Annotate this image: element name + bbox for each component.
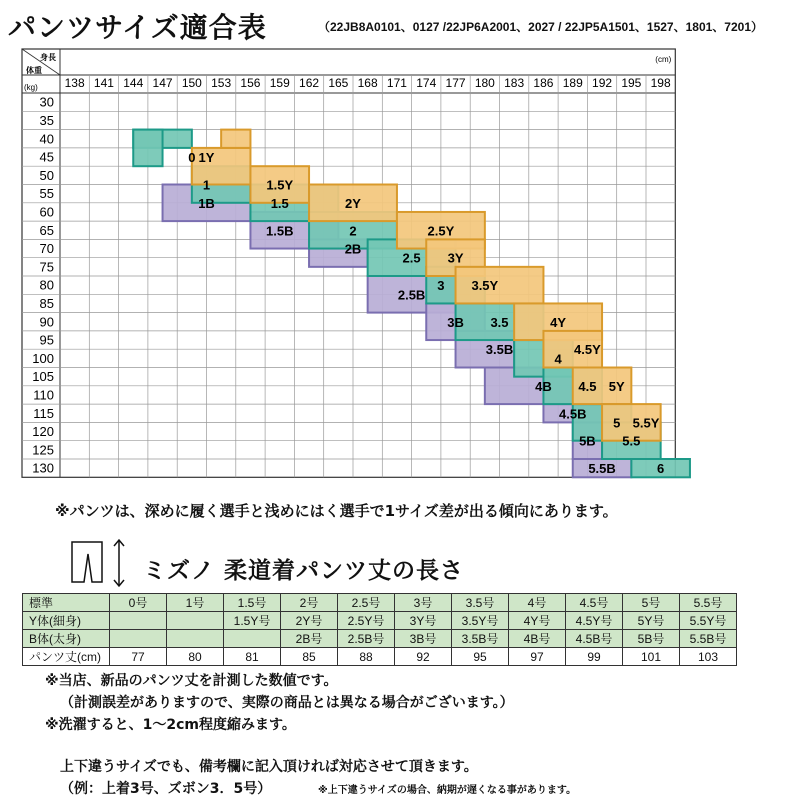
size-label-2.5Y: 2.5Y bbox=[427, 223, 455, 239]
size-label-5: 5 bbox=[613, 415, 621, 431]
height-tick-label: 138 bbox=[64, 76, 85, 90]
length-section-title: ミズノ 柔道着パンツ丈の長さ bbox=[143, 558, 465, 584]
size-label-2.5: 2.5 bbox=[402, 250, 421, 266]
height-tick-label: 192 bbox=[592, 76, 613, 90]
length-cell: 101 bbox=[623, 648, 680, 666]
size-label-2.5B: 2.5B bbox=[397, 287, 426, 303]
measure-error-note: （計測誤差がありますので、実際の商品とは異なる場合がございます。） bbox=[60, 695, 514, 711]
length-cell: 1.5号 bbox=[224, 594, 281, 612]
length-cell bbox=[167, 612, 224, 630]
weight-tick-label: 30 bbox=[39, 94, 54, 110]
height-tick-label: 195 bbox=[621, 76, 642, 90]
length-cell: 88 bbox=[338, 648, 395, 666]
length-cell: 2.5B号 bbox=[338, 630, 395, 648]
weight-tick-label: 95 bbox=[39, 332, 54, 348]
size-label-4.5Y: 4.5Y bbox=[574, 342, 601, 358]
length-table-row bbox=[23, 648, 737, 666]
size-label-1.5: 1.5 bbox=[270, 195, 289, 211]
size-label-1: 1 bbox=[202, 177, 211, 193]
height-tick-label: 177 bbox=[445, 76, 466, 90]
weight-tick-label: 100 bbox=[32, 350, 54, 366]
weight-tick-label: 45 bbox=[39, 149, 54, 165]
size-label-5B: 5B bbox=[579, 433, 596, 449]
weight-tick-label: 130 bbox=[32, 460, 54, 476]
length-row-label: B体(太身) bbox=[23, 630, 110, 648]
mixed-size-note: 上下違うサイズでも、備考欄に記入頂ければ対応させて頂きます。 bbox=[60, 759, 478, 775]
length-cell: 99 bbox=[566, 648, 623, 666]
length-cell: 5号 bbox=[623, 594, 680, 612]
weight-tick-label: 85 bbox=[39, 295, 54, 311]
size-label-1.5B: 1.5B bbox=[266, 223, 294, 239]
length-cell: 77 bbox=[110, 648, 167, 666]
length-cell bbox=[224, 630, 281, 648]
weight-tick-label: 120 bbox=[32, 424, 54, 440]
weight-tick-label: 65 bbox=[39, 222, 54, 238]
pants-length-table bbox=[22, 593, 737, 666]
length-cell: 103 bbox=[680, 648, 737, 666]
length-arrow-icon bbox=[112, 538, 126, 588]
length-row-label: パンツ丈(cm) bbox=[23, 648, 110, 666]
length-cell: 95 bbox=[452, 648, 509, 666]
height-unit-label: (cm) bbox=[655, 55, 672, 64]
size-label-4B: 4B bbox=[535, 378, 552, 394]
size-label-5.5B: 5.5B bbox=[588, 461, 616, 477]
height-tick-label: 180 bbox=[474, 76, 495, 90]
length-cell: 3.5B号 bbox=[452, 630, 509, 648]
weight-unit-label: (kg) bbox=[24, 83, 38, 92]
height-tick-label: 153 bbox=[211, 76, 232, 90]
length-cell: 2.5Y号 bbox=[338, 612, 395, 630]
height-tick-label: 168 bbox=[357, 76, 378, 90]
height-tick-label: 189 bbox=[562, 76, 583, 90]
size-region-3.5Y bbox=[456, 267, 544, 304]
length-cell: 3.5Y号 bbox=[452, 612, 509, 630]
weight-tick-label: 50 bbox=[39, 167, 54, 183]
size-label-6: 6 bbox=[657, 461, 665, 477]
length-cell: 2Y号 bbox=[281, 612, 338, 630]
length-cell: 4号 bbox=[509, 594, 566, 612]
height-tick-label: 147 bbox=[152, 76, 173, 90]
weight-tick-label: 75 bbox=[39, 259, 54, 275]
size-label-5Y: 5Y bbox=[608, 378, 625, 394]
size-label-2B: 2B bbox=[344, 241, 362, 257]
weight-tick-label: 125 bbox=[32, 442, 54, 458]
height-tick-label: 171 bbox=[386, 76, 407, 90]
weight-tick-label: 60 bbox=[39, 204, 54, 220]
length-cell: 85 bbox=[281, 648, 338, 666]
weight-tick-label: 110 bbox=[33, 387, 54, 403]
height-tick-label: 144 bbox=[123, 76, 144, 90]
weight-tick-label: 40 bbox=[39, 131, 54, 147]
length-cell: 4.5B号 bbox=[566, 630, 623, 648]
size-label-4.5: 4.5 bbox=[578, 378, 597, 394]
height-tick-label: 162 bbox=[299, 76, 320, 90]
size-label-3.5Y: 3.5Y bbox=[471, 278, 499, 294]
size-label-4.5B: 4.5B bbox=[559, 406, 587, 422]
length-table-row bbox=[23, 612, 737, 630]
height-tick-label: 141 bbox=[93, 76, 114, 90]
weight-tick-label: 55 bbox=[39, 186, 54, 202]
size-label-5.5: 5.5 bbox=[622, 433, 641, 449]
corner-height-label: 身長 bbox=[40, 53, 56, 62]
length-cell: 2.5号 bbox=[338, 594, 395, 612]
length-table-row bbox=[23, 630, 737, 648]
example-note: （例：上着3号、ズボン3．5号） bbox=[60, 781, 272, 797]
length-row-label: 標準 bbox=[23, 594, 110, 612]
size-label-1Y: 1Y bbox=[198, 150, 215, 166]
weight-tick-label: 105 bbox=[32, 369, 54, 385]
weight-tick-label: 80 bbox=[39, 277, 54, 293]
length-cell: 3B号 bbox=[395, 630, 452, 648]
length-cell: 4B号 bbox=[509, 630, 566, 648]
height-tick-label: 183 bbox=[504, 76, 525, 90]
length-cell: 81 bbox=[224, 648, 281, 666]
corner-weight-label: 体重 bbox=[26, 66, 42, 75]
length-cell bbox=[110, 612, 167, 630]
length-cell: 92 bbox=[395, 648, 452, 666]
height-tick-label: 165 bbox=[328, 76, 349, 90]
length-cell: 4Y号 bbox=[509, 612, 566, 630]
size-label-2: 2 bbox=[349, 223, 357, 239]
size-label-3.5: 3.5 bbox=[490, 314, 509, 330]
size-label-3Y: 3Y bbox=[447, 250, 464, 266]
length-table-row bbox=[23, 594, 737, 612]
weight-tick-label: 115 bbox=[33, 405, 54, 421]
tendency-note: ※パンツは、深めに履く選手と浅めにはく選手で1サイズ差が出る傾向にあります。 bbox=[55, 502, 618, 520]
model-numbers: （22JB8A0101、0127 /22JP6A2001、2027 / 22JP5A1501、1527、1801、7201） bbox=[318, 20, 763, 34]
size-label-2Y: 2Y bbox=[345, 195, 361, 211]
weight-tick-label: 35 bbox=[39, 112, 54, 128]
length-cell: 3号 bbox=[395, 594, 452, 612]
length-cell: 2B号 bbox=[281, 630, 338, 648]
length-cell: 1.5Y号 bbox=[224, 612, 281, 630]
size-label-3.5B: 3.5B bbox=[485, 342, 514, 358]
length-cell: 3Y号 bbox=[395, 612, 452, 630]
size-region-1Y bbox=[221, 130, 250, 148]
height-tick-label: 186 bbox=[533, 76, 554, 90]
length-cell bbox=[167, 630, 224, 648]
length-cell: 5.5号 bbox=[680, 594, 737, 612]
size-label-5.5Y: 5.5Y bbox=[632, 415, 660, 431]
length-cell: 97 bbox=[509, 648, 566, 666]
length-cell: 0号 bbox=[110, 594, 167, 612]
shrink-note: ※洗濯すると、1～2cm程度縮みます。 bbox=[45, 717, 296, 733]
size-region-0 bbox=[133, 130, 162, 167]
weight-tick-label: 70 bbox=[39, 241, 54, 257]
page-title: パンツサイズ適合表 bbox=[8, 11, 267, 44]
delay-note: ※上下違うサイズの場合、納期が遅くなる事があります。 bbox=[318, 785, 577, 796]
height-tick-label: 174 bbox=[416, 76, 437, 90]
size-label-1B: 1B bbox=[198, 195, 215, 211]
length-cell: 4.5号 bbox=[566, 594, 623, 612]
length-cell: 4.5Y号 bbox=[566, 612, 623, 630]
length-cell: 3.5号 bbox=[452, 594, 509, 612]
length-cell: 5Y号 bbox=[623, 612, 680, 630]
size-label-4: 4 bbox=[554, 351, 562, 367]
length-cell: 2号 bbox=[281, 594, 338, 612]
length-cell: 1号 bbox=[167, 594, 224, 612]
height-tick-label: 198 bbox=[650, 76, 671, 90]
length-cell: 5.5Y号 bbox=[680, 612, 737, 630]
size-label-1.5Y: 1.5Y bbox=[266, 177, 294, 193]
pants-icon bbox=[70, 540, 104, 584]
length-cell: 5.5B号 bbox=[680, 630, 737, 648]
length-row-label: Y体(細身) bbox=[23, 612, 110, 630]
size-label-3: 3 bbox=[437, 278, 445, 294]
size-label-4Y: 4Y bbox=[550, 314, 567, 330]
height-tick-label: 159 bbox=[269, 76, 290, 90]
size-label-3B: 3B bbox=[447, 314, 464, 330]
size-label-0: 0 bbox=[188, 150, 196, 166]
length-cell: 80 bbox=[167, 648, 224, 666]
measured-note: ※当店、新品のパンツ丈を計測した数値です。 bbox=[45, 673, 338, 689]
weight-tick-label: 90 bbox=[39, 314, 54, 330]
height-tick-label: 150 bbox=[181, 76, 202, 90]
length-cell bbox=[110, 630, 167, 648]
height-tick-label: 156 bbox=[240, 76, 261, 90]
length-cell: 5B号 bbox=[623, 630, 680, 648]
